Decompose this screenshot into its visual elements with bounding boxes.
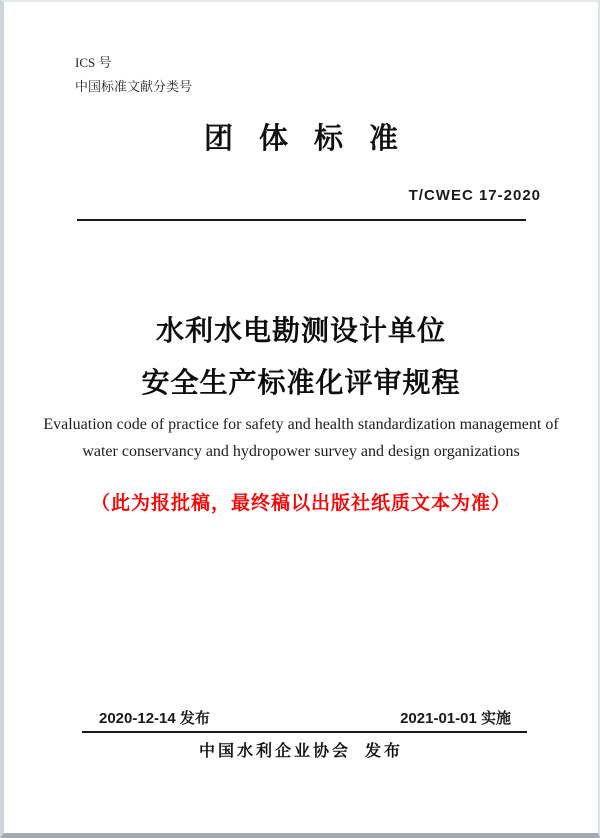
dates-row (99, 707, 511, 728)
footer-rule (82, 731, 527, 733)
publisher-label: 发布 (365, 743, 404, 760)
title-cn-line1: 水利水电勘测设计单位 (155, 315, 446, 346)
ccs-label: 中国标准文献分类号 (75, 79, 193, 94)
standard-type-heading: 团体标准 (203, 123, 424, 155)
publisher-org: 中国水利企业协会 (198, 743, 351, 760)
title-en-line1: Evaluation code of practice for safety and health standardization management of (43, 416, 559, 433)
implement-date: 2021-01-01 实施 (400, 710, 511, 727)
standard-number: T/CWEC 17-2020 (408, 187, 541, 204)
publisher-line (4, 738, 598, 761)
document-title (4, 312, 598, 402)
ics-label: ICS 号 (75, 55, 112, 70)
document-title-english (34, 411, 568, 465)
title-en-line2: water conservancy and hydropower survey and design organizations (82, 443, 520, 460)
classification-block (75, 51, 192, 99)
header-rule (77, 219, 526, 221)
draft-status-note: （此为报批稿，最终稿以出版社纸质文本为准） (90, 493, 511, 514)
issue-date: 2020-12-14 发布 (99, 710, 210, 727)
title-cn-line2: 安全生产标准化评审规程 (141, 367, 461, 398)
